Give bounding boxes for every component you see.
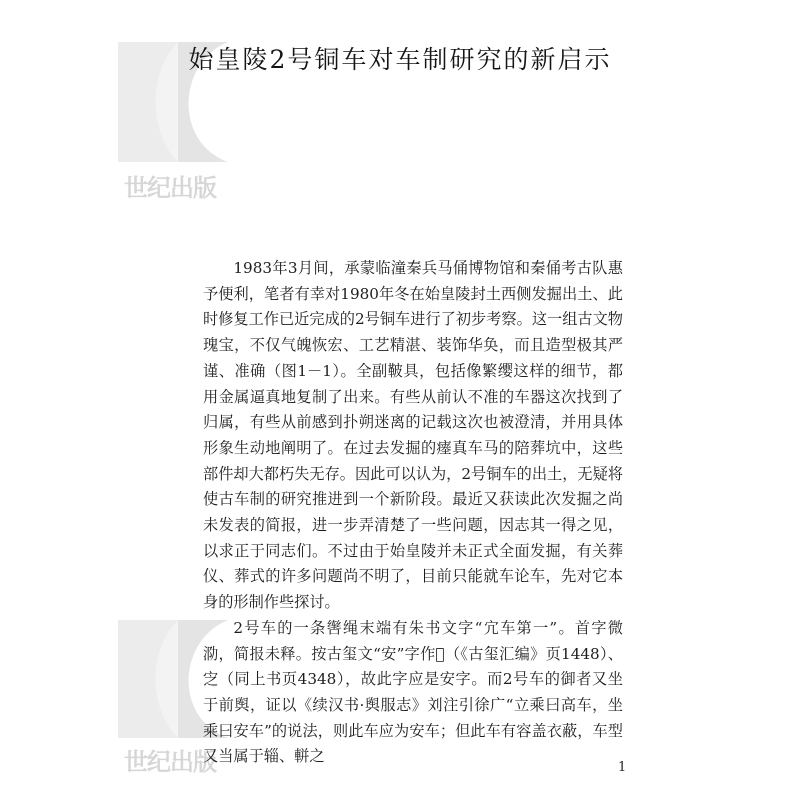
page-number: 1: [618, 760, 627, 775]
chapter-title: 始皇陵2号铜车对车制研究的新启示: [188, 45, 612, 74]
watermark-text: 世纪出版: [124, 748, 216, 776]
body-text: [203, 256, 623, 770]
watermark-text: 世纪出版: [124, 174, 216, 202]
paragraph: 1983年3月间，承蒙临潼秦兵马俑博物馆和秦俑考古队惠予便利，笔者有幸对1980年冬在始皇陵封土西侧发掘出土、此时修复工作已近完成的2号铜车进行了初步考察。这一组古文物瑰宝，不仅气魄恢宏、工艺精湛、装饰华奂，而且造型极其严谨、准确（图1－1）。全副鞁具，包括像繁缨这样的细节，都用金属逼真地复制了出来。有些从前认不准的车器这次找到了归属，有些从前感到扑朔迷离的记载这次也被澄清，并用具体形象生动地阐明了。在过去发掘的瘗真车马的陪葬坑中，这些部件却大都朽失无存。因此可以认为，2号铜车的出土，无疑将使古车制的研究推进到一个新阶段。最近又获读此次发掘之尚未发表的简报，进一步弄清楚了一些问题，因志其一得之见，以求正于同志们。不过由于始皇陵并未正式全面发掘，有关葬仪、葬式的许多问题尚不明了，目前只能就车论车，先对它本身的形制作些探讨。: [203, 259, 623, 612]
paragraph: 2号车的一条辔绳末端有朱书文字“宂车第一”。首字微泐，简报未释。按古玺文“安”字作𡧊（《古玺汇编》页1448）、㝎（同上书页4348），故此字应是安字。而2号车的御者又坐于前舆，证以《续汉书·舆服志》刘注引徐广“立乘曰高车，坐乘曰安车”的说法，则此车应为安车；但此车有容盖衣蔽，车型又当属于辎、軿之: [203, 618, 623, 766]
